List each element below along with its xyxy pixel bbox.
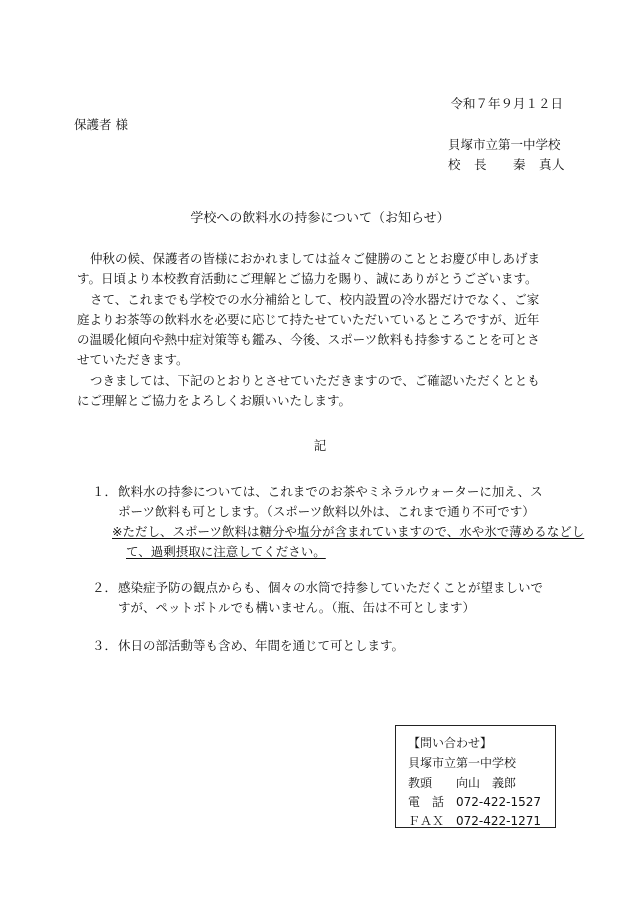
item-number: １． [92,484,118,499]
contact-fax: ＦＡＸ 072-422-1271 [408,814,542,828]
item-line: ポーツ飲料も可とします。（スポーツ飲料以外は、これまで通り不可です） [118,504,535,519]
contact-school: 貝塚市立第一中学校 [408,756,517,770]
item-line: すが、ペットボトルでも構いません。（瓶、缶は不可とします） [118,600,476,615]
body-line: の温暖化傾向や熱中症対策等も鑑み、今後、スポーツ飲料も持参することを可とさ [77,332,540,347]
item-number: ３． [92,638,118,653]
sender-principal: 校 長 秦 真人 [448,157,566,172]
body-line: す。日頃より本校教育活動にご理解とご協力を賜り、誠にありがとうございます。 [77,271,538,286]
body-line: せていただきます。 [77,352,189,367]
item-line: 飲料水の持参については、これまでのお茶やミネラルウォーターに加え、ス [118,484,543,499]
body-line: 仲秋の候、保護者の皆様におかれましては益々ご健勝のこととお慶び申しあげま [90,251,541,266]
contact-heading: 【問い合わせ】 [408,736,493,750]
body-line: つきましては、下記のとおりとさせていただきますので、ご確認いただくととも [90,373,540,388]
document-title: 学校への飲料水の持参について（お知らせ） [190,211,450,226]
body-line: 庭よりお茶等の飲料水を必要に応じて持たせていただいているところですが、近年 [77,312,540,327]
ki-heading: 記 [313,438,327,453]
item-note: ※ただし、スポーツ飲料は糖分や塩分が含まれていますので、水や氷で薄めるなどし [112,524,585,539]
body-line: さて、これまでも学校での水分補給として、校内設置の冷水器だけでなく、ご家 [90,292,540,307]
body-line: にご理解とご協力をよろしくお願いいたします。 [77,393,352,408]
contact-box [395,725,556,828]
sender-school: 貝塚市立第一中学校 [448,137,561,152]
item-number: ２． [92,580,118,595]
item-line: 感染症予防の観点からも、個々の水筒で持参していただくことが望ましいで [118,580,544,595]
contact-phone: 電 話 072-422-1527 [408,795,542,809]
contact-teacher: 教頭 向山 義郎 [408,776,517,790]
item-line: 休日の部活動等も含め、年間を通じて可とします。 [118,638,405,653]
item-note: て、過剰摂取に注意してください。 [126,544,326,559]
letter-date: 令和７年９月１２日 [450,96,563,111]
recipient-line: 保護者 様 [74,117,128,132]
